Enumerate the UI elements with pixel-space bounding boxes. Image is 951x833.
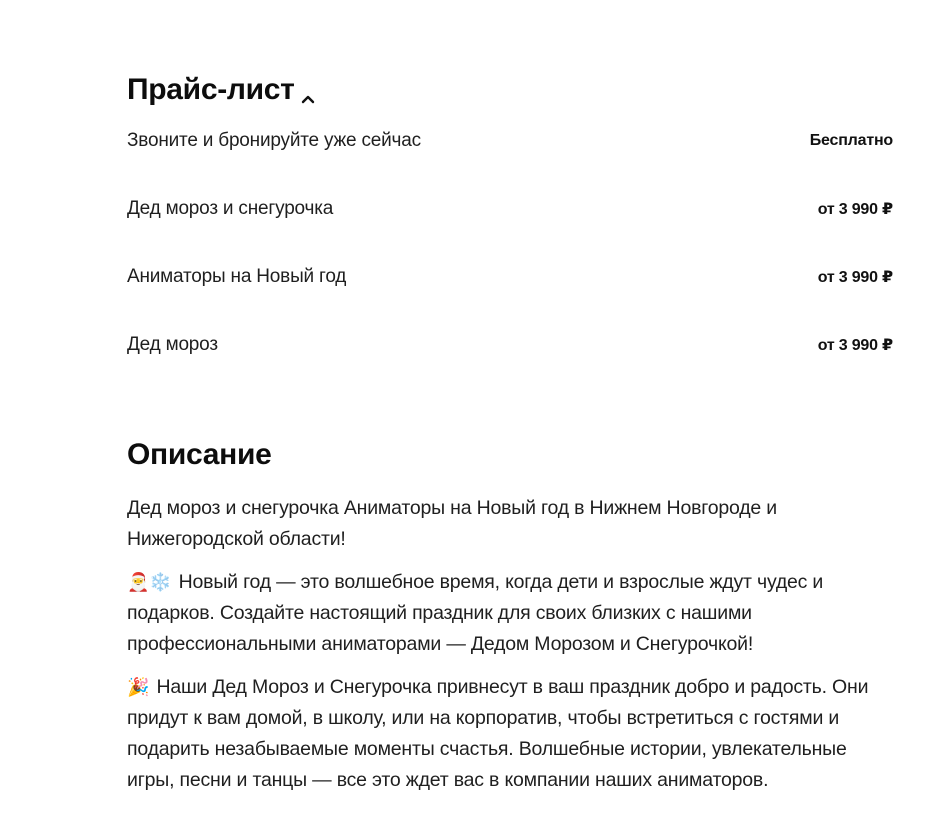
- price-list: [127, 124, 893, 396]
- description-paragraph: [127, 493, 897, 555]
- price-item-name: Аниматоры на Новый год: [127, 266, 347, 287]
- price-item-value: Бесплатно: [809, 132, 893, 149]
- price-item-name: Дед мороз и снегурочка: [127, 198, 334, 219]
- price-list-title: Прайс-лист: [127, 73, 295, 106]
- paragraph-text: Наши Дед Мороз и Снегурочка привнесут в ваш праздник добро и радость. Они придут к вам домой, в школу, или на корпоратив, чтобы встретиться с гостями и подарить незабываемые моменты счастья. Волшебные истории, увлекательные игры, песни и танцы — все это ждет вас в компании наших аниматоров.: [127, 676, 869, 791]
- chevron-up-icon[interactable]: [299, 81, 317, 99]
- paragraph-text: Дед мороз и снегурочка Аниматоры на Новый год в Нижнем Новгороде и Нижегородской области!: [127, 497, 777, 550]
- price-row: [127, 328, 893, 362]
- price-row: [127, 192, 893, 226]
- price-item-name: Дед мороз: [127, 334, 218, 355]
- price-list-header[interactable]: [127, 72, 317, 108]
- price-item-value: от 3 990 ₽: [817, 337, 893, 354]
- description-paragraph: [127, 672, 897, 796]
- price-row: [127, 124, 893, 158]
- santa-snowflake-icon: 🎅❄️: [127, 572, 172, 592]
- party-popper-icon: 🎉: [127, 677, 150, 697]
- price-item-name: Звоните и бронируйте уже сейчас: [127, 130, 421, 151]
- price-item-value: от 3 990 ₽: [817, 269, 893, 286]
- description-title: Описание: [127, 438, 272, 471]
- description-paragraph: [127, 567, 897, 660]
- description-body: [127, 493, 897, 808]
- price-row: [127, 260, 893, 294]
- price-item-value: от 3 990 ₽: [817, 201, 893, 218]
- paragraph-text: Новый год — это волшебное время, когда дети и взрослые ждут чудес и подарков. Создайте настоящий праздник для своих близких с нашими профессиональными аниматорами — Дедом Морозом и Снегурочкой!: [127, 571, 824, 655]
